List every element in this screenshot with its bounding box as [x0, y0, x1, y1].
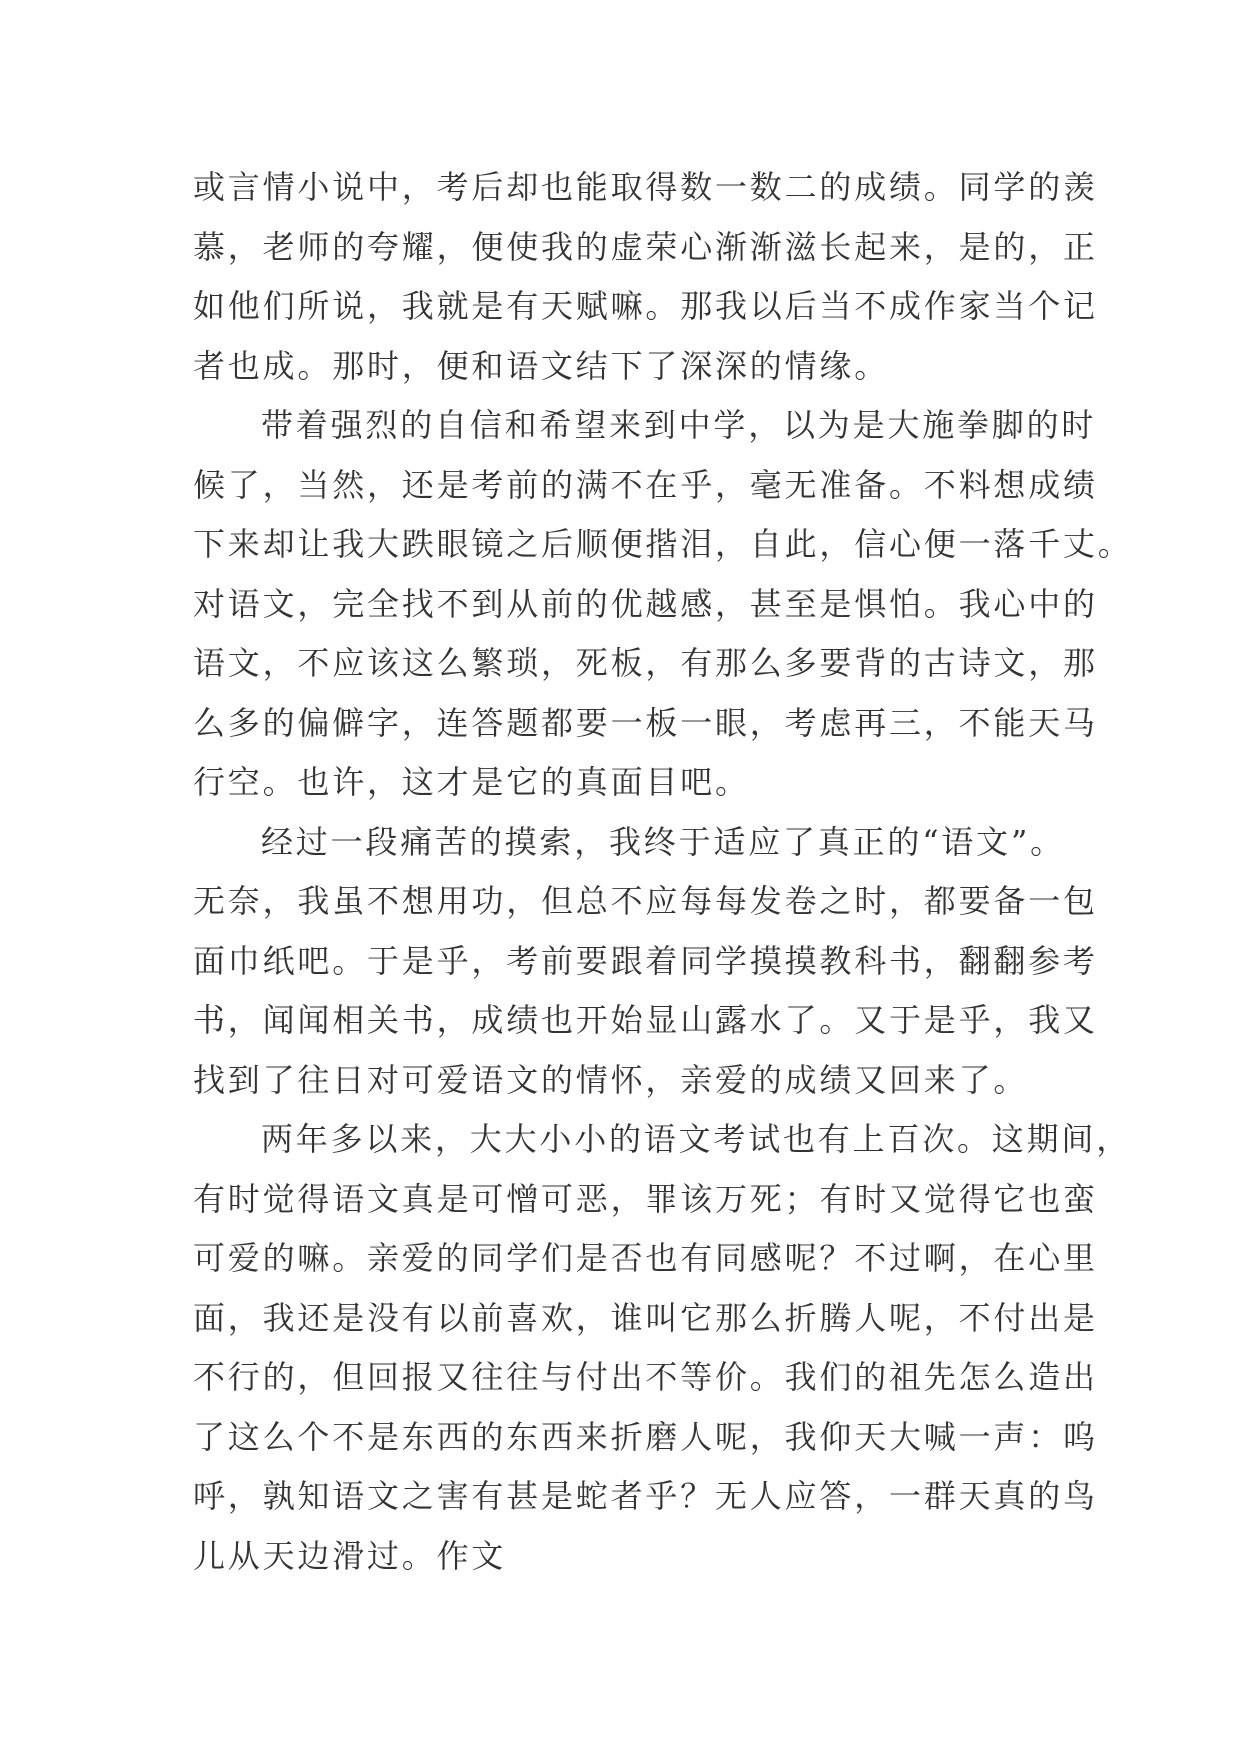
text-line: 候了，当然，还是考前的满不在乎，毫无准备。不料想成绩 — [193, 465, 1098, 504]
text-line: 行空。也许，这才是它的真面目吧。 — [193, 763, 750, 801]
text-line: 面，我还是没有以前喜欢，谁叫它那么折腾人呢，不付出是 — [193, 1298, 1098, 1337]
text-line: 两年多以来，大大小小的语文考试也有上百次。这期间， — [261, 1120, 1132, 1158]
paragraph-4 — [193, 1110, 1132, 1586]
text-line: 慕，老师的夸耀，便使我的虚荣心渐渐滋长起来，是的，正 — [193, 227, 1098, 266]
text-line: 经过一段痛苦的摸索，我终于适应了真正的“语文”。 — [261, 822, 1065, 861]
text-line: 么多的偏僻字，连答题都要一板一眼，考虑再三，不能天马 — [193, 703, 1098, 742]
text-line: 语文，不应该这么繁琐，死板，有那么多要背的古诗文，那 — [193, 644, 1098, 682]
text-line: 了这么个不是东西的东西来折磨人呢，我仰天大喊一声：呜 — [193, 1417, 1098, 1456]
paragraph-2 — [193, 396, 1133, 813]
text-line: 面巾纸吧。于是乎，考前要跟着同学摸摸教科书，翻翻参考 — [193, 941, 1098, 980]
text-line: 不行的，但回报又往往与付出不等价。我们的祖先怎么造出 — [193, 1358, 1098, 1396]
essay-body — [193, 158, 1133, 1586]
text-line: 书，闻闻相关书，成绩也开始显山露水了。又于是乎，我又 — [193, 1001, 1098, 1039]
text-line: 对语文，完全找不到从前的优越感，甚至是惧怕。我心中的 — [193, 584, 1098, 623]
text-line: 有时觉得语文真是可憎可恶，罪该万死；有时又觉得它也蛮 — [193, 1179, 1098, 1218]
text-line: 或言情小说中，考后却也能取得数一数二的成绩。同学的羡 — [193, 168, 1098, 206]
text-line: 如他们所说，我就是有天赋嘛。那我以后当不成作家当个记 — [193, 287, 1098, 325]
text-line: 找到了往日对可爱语文的情怀，亲爱的成绩又回来了。 — [193, 1060, 1029, 1099]
text-line: 儿从天边滑过。作文 — [193, 1536, 507, 1575]
paragraph-1 — [193, 158, 1098, 396]
text-line: 呼，孰知语文之害有甚是蛇者乎？无人应答，一群天真的鸟 — [193, 1477, 1098, 1515]
text-line: 带着强烈的自信和希望来到中学，以为是大施拳脚的时 — [261, 406, 1097, 444]
text-line: 可爱的嘛。亲爱的同学们是否也有同感呢？不过啊，在心里 — [193, 1239, 1098, 1277]
text-line: 无奈，我虽不想用功，但总不应每每发卷之时，都要备一包 — [193, 882, 1098, 920]
text-line: 者也成。那时，便和语文结下了深深的情缘。 — [193, 346, 890, 385]
text-line: 下来却让我大跌眼镜之后顺便揩泪，自此，信心便一落千丈。 — [193, 525, 1133, 563]
paragraph-3 — [193, 813, 1098, 1111]
